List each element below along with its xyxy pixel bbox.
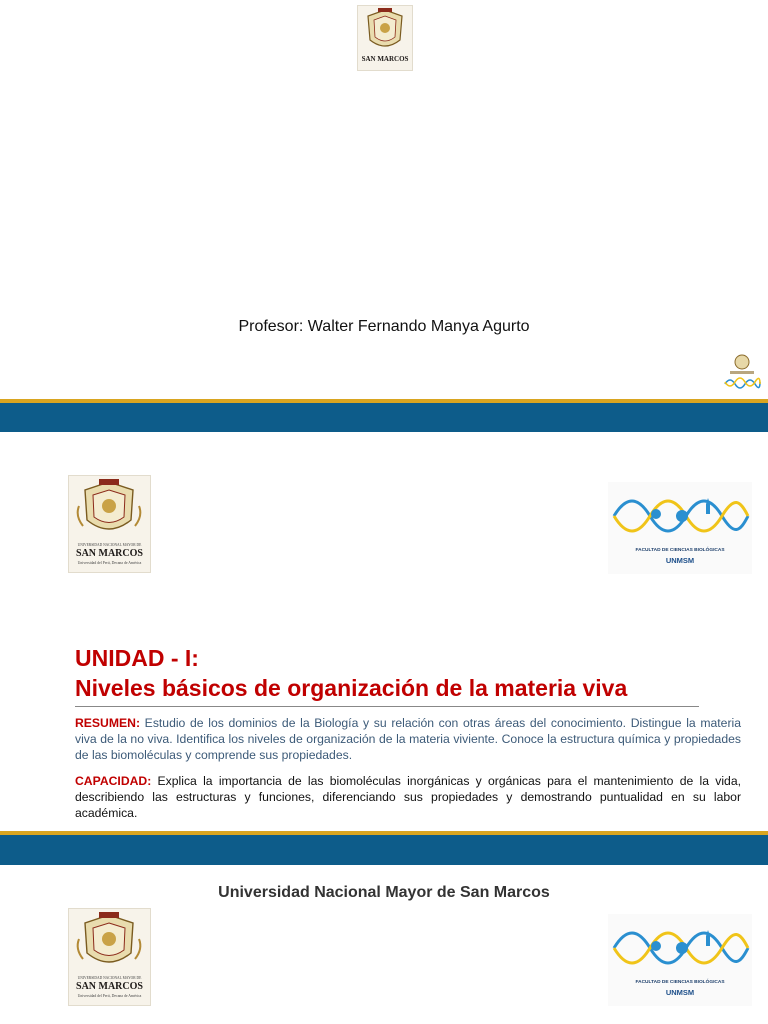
- faculty-acronym: UNMSM: [665, 556, 695, 565]
- resumen-label: RESUMEN:: [75, 716, 141, 730]
- seal-caption: SAN MARCOS: [361, 55, 409, 63]
- capacidad-label: CAPACIDAD:: [75, 774, 152, 788]
- dna-helix-icon: [608, 482, 752, 542]
- seal-motto: Universidad del Perú, Decana de América: [77, 561, 142, 565]
- unit-title: [75, 643, 627, 703]
- faculty-small-logo: [722, 352, 762, 392]
- university-seal-logo: [68, 475, 151, 573]
- professor-name: Profesor: Walter Fernando Manya Agurto: [238, 318, 530, 335]
- seal-crest-icon: [358, 6, 412, 56]
- capacidad-text: Explica la importancia de las biomoléculas inorgánicas y orgánicas para el mantenimiento de la vida, describiendo las estructuras y funciones, diferenciando sus propiedades y demostrando puntualidad en su labor académica.: [75, 774, 741, 820]
- footer-blue-band: [0, 403, 768, 432]
- resumen-paragraph: [75, 715, 741, 763]
- resumen-text: Estudio de los dominios de la Biología y su relación con otras áreas del conocimiento. Distingue la materia viva de la no viva. Identifica los niveles de organización de la materia viviente. Conoce la estructura química y propiedades de las biomoléculas y comprende sus propiedades.: [75, 716, 741, 762]
- small-crest-icon: [722, 352, 762, 392]
- university-heading: Universidad Nacional Mayor de San Marcos: [218, 884, 550, 901]
- faculty-name: FACULTAD DE CIENCIAS BIOLÓGICAS: [635, 548, 725, 553]
- faculty-dna-logo: [608, 482, 752, 574]
- seal-caption: SAN MARCOS: [76, 981, 143, 992]
- capacidad-paragraph: [75, 773, 741, 821]
- title-divider: [75, 706, 699, 707]
- faculty-dna-logo: [608, 914, 752, 1006]
- university-seal-logo: [357, 5, 413, 71]
- seal-crest-icon: [69, 476, 150, 542]
- seal-motto: Universidad del Perú, Decana de América: [77, 994, 142, 998]
- slide-cover: [0, 0, 768, 400]
- seal-crest-icon: [69, 909, 150, 975]
- unit-title-line1: UNIDAD - I:: [75, 645, 199, 671]
- faculty-name: FACULTAD DE CIENCIAS BIOLÓGICAS: [635, 980, 725, 985]
- dna-helix-icon: [608, 914, 752, 974]
- unit-title-line2: Niveles básicos de organización de la materia viva: [75, 675, 628, 701]
- seal-top-lettering: UNIVERSIDAD NACIONAL MAYOR DE: [77, 543, 142, 547]
- seal-top-lettering: UNIVERSIDAD NACIONAL MAYOR DE: [77, 976, 142, 980]
- faculty-acronym: UNMSM: [665, 988, 695, 997]
- university-seal-logo: [68, 908, 151, 1006]
- footer-blue-band: [0, 835, 768, 865]
- seal-caption: SAN MARCOS: [76, 548, 143, 559]
